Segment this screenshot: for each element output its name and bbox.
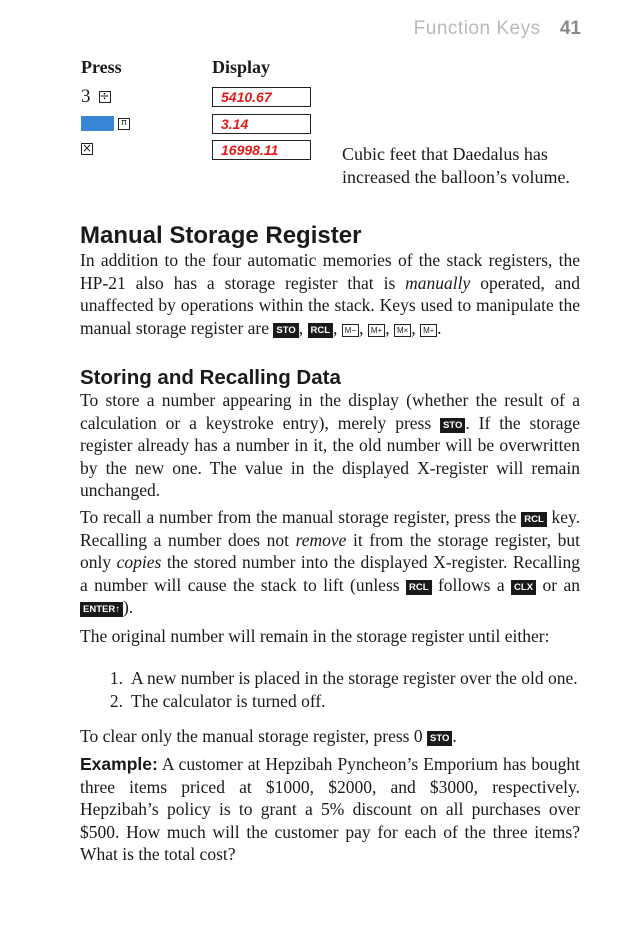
rcl-key-icon: RCL xyxy=(308,323,334,338)
press-digit: 3 xyxy=(81,86,91,107)
storing-paragraph: To store a number appearing in the display (whether the result of a calculation or a keystroke entry), merely press STO . If the storage register already has a number in it, the old number will be overwritten by the new one. The value in the displayed X-register will remain unchanged. xyxy=(80,390,580,500)
original-number-paragraph: The original number will remain in the storage register until either: xyxy=(80,626,550,646)
sto-key-icon: STO xyxy=(440,418,465,433)
page-number: 41 xyxy=(559,18,581,39)
page-header xyxy=(414,18,581,40)
example-paragraph: Example: A customer at Hepzibah Pyncheon’s Emporium has bought three items priced at $1000, $2000, and $3000, respectively. Hepzibah’s policy is to grant a 5% discount on all purchases over $500. How much will the customer pay for each of the three items? What is the total cost? xyxy=(80,754,580,864)
rcl-key-icon: RCL xyxy=(406,580,432,595)
recalling-paragraph: To recall a number from the manual storage register, press the RCL key. Recalling a number does not remove it from the storage register, but only copies the stored number into the displayed X-register. Recalling a number will cause the stack to lift (unless RCL follows a CLX or an ENTER↑ ). xyxy=(80,507,580,617)
pi-key-icon: π xyxy=(118,118,130,130)
example-label: Example: xyxy=(80,754,158,774)
sto-key-icon: STO xyxy=(427,731,452,746)
m-divide-key-icon: M÷ xyxy=(420,324,437,337)
press-column-header: Press xyxy=(81,57,122,77)
manual-storage-paragraph: In addition to the four automatic memories of the stack registers, the HP-21 also has a storage register that is manually operated, and unaffected by operations within the stack. Keys used to manipulate the manual storage register are STO , RCL , M− , M+ , M× , M÷ . xyxy=(80,250,580,338)
section-heading-storing-recalling: Storing and Recalling Data xyxy=(80,366,341,389)
display-readout-1: 5410.67 xyxy=(212,87,311,107)
conditions-list xyxy=(80,667,580,712)
divide-key-icon: ÷ xyxy=(99,89,110,103)
section-heading-manual-storage: Manual Storage Register xyxy=(80,222,362,249)
display-readout-3: 16998.11 xyxy=(212,140,311,160)
m-times-key-icon: M× xyxy=(394,324,411,337)
press-row-3 xyxy=(81,143,93,155)
clear-register-paragraph: To clear only the manual storage register, press 0 STO . xyxy=(80,726,457,746)
example-note: Cubic feet that Daedalus has increased the balloon’s volume. xyxy=(342,144,570,187)
enter-key-icon: ENTER↑ xyxy=(80,602,123,617)
list-item: 2. The calculator is turned off. xyxy=(109,690,326,711)
multiply-key-icon: × xyxy=(82,141,93,155)
shift-key-icon xyxy=(81,116,114,131)
rcl-key-icon: RCL xyxy=(521,512,547,527)
display-readout-2: 3.14 xyxy=(212,114,311,134)
press-row-2 xyxy=(81,116,130,131)
sto-key-icon: STO xyxy=(273,323,298,338)
chapter-title: Function Keys xyxy=(413,18,541,39)
list-item: 1. A new number is placed in the storage register over the old one. xyxy=(109,668,578,688)
m-plus-key-icon: M+ xyxy=(368,324,385,337)
m-minus-key-icon: M− xyxy=(342,324,359,337)
press-row-1 xyxy=(81,86,111,108)
clx-key-icon: CLX xyxy=(511,580,536,595)
display-column-header: Display xyxy=(212,57,271,77)
